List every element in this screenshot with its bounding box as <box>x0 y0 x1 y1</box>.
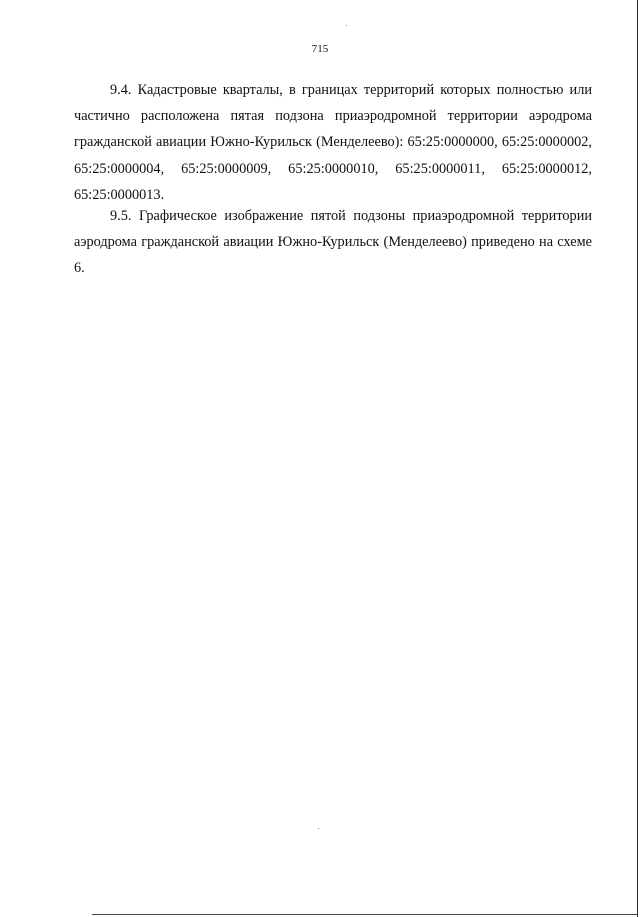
scan-speck <box>318 828 319 829</box>
scan-edge-right <box>637 0 638 917</box>
scan-speck <box>346 25 347 26</box>
paragraph-9-4: 9.4. Кадастровые кварталы, в границах территорий которых полностью или частично расположена пятая подзона приаэродромной территории аэродрома гражданской авиации Южно-Курильск (Менделеево): 65:25:0000000, 65:25:0000002, 65:25:0000004, 65:25:0000009, 65:25:0000010, 65:25:0000011, 65:25:0000012, 65:25:0000013. <box>74 82 592 203</box>
page-number: 715 <box>311 43 329 55</box>
scan-edge-bottom <box>92 914 638 915</box>
paragraph-9-5: 9.5. Графическое изображение пятой подзоны приаэродромной территории аэродрома гражданской авиации Южно-Курильск (Менделеево) приведено на схеме 6. <box>74 208 592 277</box>
